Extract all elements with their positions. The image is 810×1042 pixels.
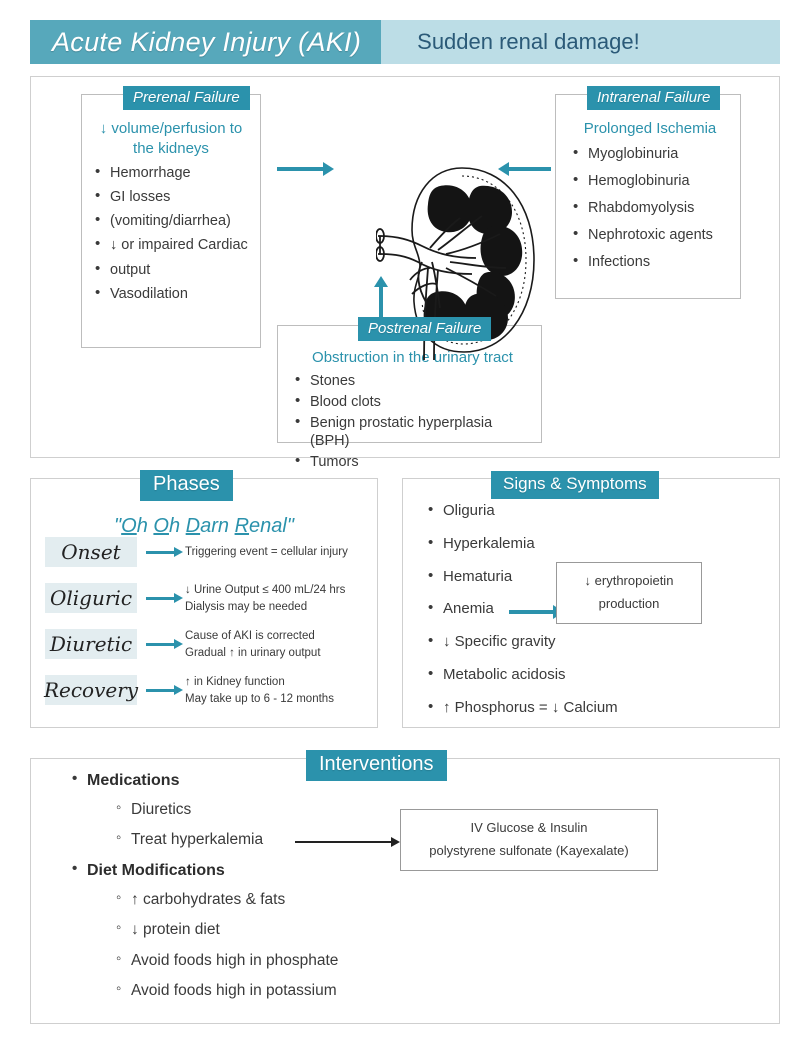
list-item: • Hematuria (425, 568, 779, 587)
mnemonic-quote-close: " (286, 515, 294, 537)
list-item: • ↓ or impaired Cardiac (92, 236, 250, 254)
group-title: Diet Modifications (87, 861, 225, 879)
arrow-onset (146, 551, 176, 554)
phase-detail-line: Dialysis may be needed (185, 601, 308, 614)
phase-chip-oliguric: Oliguric (45, 583, 137, 613)
list-item: • Myoglobinuria (570, 145, 730, 163)
list-item: • Hemoglobinuria (570, 172, 730, 190)
mnemonic-letter-o1: O (121, 515, 137, 537)
intrarenal-failure-badge: Intrarenal Failure (587, 86, 720, 110)
list-item: • Rhabdomyolysis (570, 199, 730, 217)
list-item: ◦ ↓ protein diet (113, 920, 779, 939)
prerenal-failure-box (81, 94, 261, 348)
causes-panel (30, 76, 780, 470)
list-item-continuation: • output (92, 261, 250, 279)
list-item: • Benign prostatic hyperplasia (BPH) (292, 414, 533, 450)
mnemonic-word-3: arn (200, 515, 235, 537)
list-item: • Anemia (425, 600, 779, 619)
diet-sublist (113, 890, 779, 1001)
interventions-panel (30, 758, 780, 1024)
arrow-hyperkalemia-to-treatment (295, 841, 393, 843)
phase-detail-line: May take up to 6 - 12 months (185, 693, 334, 706)
phases-mnemonic (31, 515, 377, 538)
interventions-group-diet (69, 861, 779, 1001)
phase-chip-recovery: Recovery (45, 675, 137, 705)
page-subtitle: Sudden renal damage! (417, 29, 640, 54)
callout-line: production (598, 596, 660, 611)
group-title: Medications (87, 772, 180, 789)
list-item: • GI losses (92, 188, 250, 206)
list-item: • Infections (570, 253, 730, 271)
phase-chip-onset: Onset (45, 537, 137, 567)
callout-line: polystyrene sulfonate (Kayexalate) (429, 843, 629, 858)
mnemonic-letter-d: D (185, 515, 201, 537)
mnemonic-letter-r: R (234, 515, 250, 537)
prerenal-subhead: ↓ volume/perfusion to the kidneys (99, 120, 243, 157)
list-item: • Tumors (292, 453, 533, 471)
list-item: • Oliguria (425, 502, 779, 521)
phase-detail-line: ↓ Urine Output ≤ 400 mL/24 hrs (185, 584, 346, 596)
phase-detail-oliguric (185, 582, 345, 617)
arrow-anemia-to-erythropoietin (509, 610, 555, 614)
page-header (30, 20, 780, 64)
postrenal-list (292, 372, 533, 472)
prerenal-list (92, 164, 250, 303)
arrow-prerenal-to-kidney (277, 167, 325, 171)
signs-symptoms-panel (402, 478, 780, 728)
prerenal-failure-badge: Prerenal Failure (123, 86, 250, 110)
list-item: ◦ Treat hyperkalemia (113, 830, 779, 849)
phase-detail-line: ↑ in Kidney function (185, 676, 285, 688)
intrarenal-list (570, 145, 730, 272)
postrenal-subhead: Obstruction in the urinary tract (312, 349, 513, 366)
phase-chip-diuretic: Diuretic (45, 629, 137, 659)
phases-badge: Phases (140, 470, 233, 501)
list-item: ◦ Avoid foods high in phosphate (113, 951, 779, 970)
list-item: • Nephrotoxic agents (570, 226, 730, 244)
phase-detail-onset (185, 544, 348, 561)
list-item: • Vasodilation (92, 285, 250, 303)
list-item: • Blood clots (292, 393, 533, 411)
phases-panel (30, 478, 378, 728)
list-item: • Hemorrhage (92, 164, 250, 182)
postrenal-failure-badge: Postrenal Failure (358, 317, 491, 341)
list-item: • Hyperkalemia (425, 535, 779, 554)
mnemonic-word-4: enal (249, 515, 287, 537)
page-title: Acute Kidney Injury (AKI) (30, 20, 381, 64)
list-item: • Metabolic acidosis (425, 666, 779, 685)
list-item: ◦ Avoid foods high in potassium (113, 981, 779, 1000)
list-item: ◦ ↑ carbohydrates & fats (113, 890, 779, 909)
erythropoietin-callout-box (556, 562, 702, 624)
phase-detail-diuretic (185, 628, 321, 663)
list-item: • ↓ Specific gravity (425, 633, 779, 652)
hyperkalemia-treatment-callout-box (400, 809, 658, 871)
arrow-recovery (146, 689, 176, 692)
phase-detail-line: Cause of AKI is corrected (185, 630, 315, 642)
intrarenal-failure-box (555, 94, 741, 299)
phase-detail-line: Triggering event = cellular injury (185, 546, 348, 558)
signs-symptoms-badge: Signs & Symptoms (491, 471, 659, 499)
interventions-badge: Interventions (306, 750, 447, 781)
mnemonic-quote-open: " (114, 515, 122, 537)
intrarenal-subhead: Prolonged Ischemia (583, 120, 717, 137)
list-item: • Stones (292, 372, 533, 390)
list-item: • ↑ Phosphorus = ↓ Calcium (425, 699, 779, 718)
phase-detail-recovery (185, 674, 334, 709)
arrow-diuretic (146, 643, 176, 646)
callout-line: IV Glucose & Insulin (470, 820, 588, 836)
arrow-oliguric (146, 597, 176, 600)
mnemonic-word-2: h (168, 515, 186, 537)
list-item: ◦ Diuretics (113, 800, 779, 819)
list-item-continuation: • (vomiting/diarrhea) (92, 212, 250, 230)
interventions-list (31, 759, 779, 1000)
callout-line: ↓ erythropoietin (584, 573, 674, 589)
mnemonic-word-1: h (136, 515, 154, 537)
mnemonic-letter-o2: O (153, 515, 169, 537)
phase-detail-line: Gradual ↑ in urinary output (185, 647, 321, 660)
